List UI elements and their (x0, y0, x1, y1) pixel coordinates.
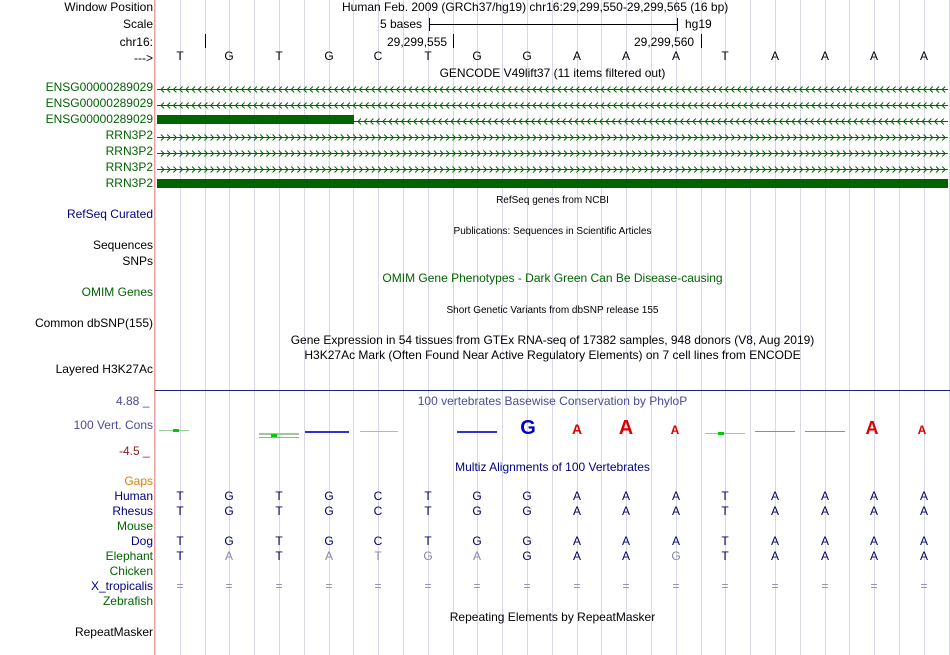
aligned-base: T (275, 504, 283, 518)
logo-A5: A (917, 423, 927, 437)
gencode-intron-arrows (157, 99, 948, 113)
aligned-base: T (275, 534, 283, 548)
aligned-base: A (572, 549, 581, 563)
gencode-item-track[interactable] (157, 83, 948, 92)
aligned-base: A (621, 534, 630, 548)
aligned-base: G (224, 489, 234, 503)
gencode-intron-arrows (157, 163, 948, 177)
gencode-title: GENCODE V49lift37 (11 items filtered out) (439, 66, 666, 80)
gtex-title: Gene Expression in 54 tissues from GTEx RNA-seq of 17382 samples, 948 donors (V8, Aug 2019) (290, 333, 815, 347)
ref-base: C (373, 49, 383, 63)
gencode-item-track[interactable] (157, 163, 948, 172)
aligned-base: G (522, 549, 532, 563)
scale-bar-left-tick (429, 18, 430, 31)
aligned-base: = (325, 579, 333, 593)
aligned-base: T (176, 504, 184, 518)
repeatmasker-title: Repeating Elements by RepeatMasker (449, 610, 656, 624)
gencode-item-track[interactable] (157, 147, 948, 156)
aligned-base: A (770, 549, 779, 563)
aligned-base: A (820, 489, 829, 503)
refseq-title: RefSeq genes from NCBI (496, 195, 609, 206)
scale-label: Scale (122, 17, 153, 31)
aligned-base: A (324, 549, 333, 563)
aligned-base: A (572, 504, 581, 518)
ref-base: A (671, 49, 680, 63)
aligned-base: G (324, 534, 334, 548)
gencode-exon-block[interactable] (157, 115, 354, 124)
gencode-item-track[interactable] (157, 115, 948, 124)
aligned-base: A (770, 489, 779, 503)
species-label[interactable]: Elephant (105, 549, 153, 563)
aligned-base: A (869, 549, 878, 563)
aligned-base: T (721, 549, 729, 563)
publications-title: Publications: Sequences in Scientific Articles (453, 226, 652, 237)
ref-base: G (522, 49, 532, 63)
aligned-base: G (472, 534, 482, 548)
aligned-base: G (522, 504, 532, 518)
gencode-intron-arrows (157, 131, 948, 145)
ref-base: G (324, 49, 334, 63)
h3k27ac-title: H3K27Ac Mark (Often Found Near Active Regulatory Elements) on 7 cell lines from ENCODE (304, 348, 801, 362)
dbsnp-title: Short Genetic Variants from dbSNP release 155 (446, 305, 659, 316)
assembly-position-text: Human Feb. 2009 (GRCh37/hg19) chr16:29,299,550-29,299,565 (16 bp) (342, 0, 729, 14)
ref-base: A (869, 49, 878, 63)
aligned-base: T (721, 534, 729, 548)
aligned-base: A (820, 549, 829, 563)
ref-base: A (919, 49, 928, 63)
aligned-base: T (275, 549, 283, 563)
aligned-base: C (373, 534, 383, 548)
aligned-base: = (821, 579, 829, 593)
cons-min-value: -4.5 _ (119, 444, 150, 458)
h3k27ac-label[interactable]: Layered H3K27Ac (55, 362, 153, 376)
cons-max-value: 4.88 _ (116, 394, 150, 408)
aligned-base: T (424, 489, 432, 503)
species-label[interactable]: Zebrafish (102, 594, 153, 608)
species-label[interactable]: Mouse (116, 519, 153, 533)
aligned-base: = (721, 579, 729, 593)
logo-A2: A (618, 417, 634, 439)
aligned-base: C (373, 489, 383, 503)
ref-base: G (224, 49, 234, 63)
scale-bar-right-tick (677, 18, 678, 31)
h3k27ac-baseline (155, 390, 950, 391)
aligned-base: = (573, 579, 581, 593)
ref-base: T (176, 49, 184, 63)
aligned-base: A (621, 549, 630, 563)
ref-base: A (621, 49, 630, 63)
aligned-base: T (176, 549, 184, 563)
scale-db-text: hg19 (685, 17, 712, 31)
aligned-base: A (820, 504, 829, 518)
strand-label: ---> (134, 51, 153, 65)
aligned-base: = (672, 579, 680, 593)
aligned-base: A (472, 549, 481, 563)
aligned-base: A (869, 534, 878, 548)
aligned-base: A (621, 504, 630, 518)
gaps-label[interactable]: Gaps (124, 474, 153, 488)
logo-A1: A (571, 421, 583, 437)
label-divider (154, 0, 155, 655)
aligned-base: A (869, 489, 878, 503)
aligned-base: G (324, 489, 334, 503)
grid-line (155, 0, 156, 655)
multiz-title: Multiz Alignments of 100 Vertebrates (455, 460, 650, 474)
aligned-base: G (324, 504, 334, 518)
aligned-base: T (721, 489, 729, 503)
ref-base: A (572, 49, 581, 63)
species-label[interactable]: Human (114, 489, 153, 503)
aligned-base: A (671, 489, 680, 503)
aligned-base: = (374, 579, 382, 593)
ref-base: A (820, 49, 829, 63)
aligned-base: = (771, 579, 779, 593)
aligned-base: A (621, 489, 630, 503)
aligned-base: G (224, 534, 234, 548)
repeatmasker-label[interactable]: RepeatMasker (74, 625, 153, 639)
aligned-base: A (572, 534, 581, 548)
aligned-base: G (423, 549, 433, 563)
ref-base: G (472, 49, 482, 63)
logo-A3: A (670, 423, 680, 437)
aligned-base: T (176, 489, 184, 503)
aligned-base: T (424, 504, 432, 518)
aligned-base: = (225, 579, 233, 593)
species-label[interactable]: Chicken (109, 564, 153, 578)
aligned-base: = (176, 579, 184, 593)
aligned-base: G (224, 504, 234, 518)
aligned-base: G (522, 534, 532, 548)
aligned-base: A (224, 549, 233, 563)
aligned-base: T (374, 549, 382, 563)
species-label[interactable]: Rhesus (112, 504, 153, 518)
gencode-item-label[interactable]: ENSG00000289029 (45, 80, 153, 94)
gencode-item-label[interactable]: RRN3P2 (105, 176, 153, 190)
aligned-base: G (522, 489, 532, 503)
aligned-base: G (472, 489, 482, 503)
gencode-intron-arrows (354, 115, 948, 129)
species-label[interactable]: Dog (130, 534, 153, 548)
aligned-base: T (176, 534, 184, 548)
aligned-base: = (523, 579, 531, 593)
aligned-base: A (919, 504, 928, 518)
aligned-base: = (920, 579, 928, 593)
chr-tick-1 (205, 34, 206, 48)
sequences-label[interactable]: Sequences (92, 238, 153, 252)
aligned-base: A (770, 534, 779, 548)
chr-label: chr16: (119, 35, 153, 49)
gencode-item-label[interactable]: RRN3P2 (105, 160, 153, 174)
aligned-base: A (671, 504, 680, 518)
omim-title: OMIM Gene Phenotypes - Dark Green Can Be Disease-causing (382, 271, 723, 285)
aligned-base: A (820, 534, 829, 548)
aligned-base: = (622, 579, 630, 593)
aligned-base: A (869, 504, 878, 518)
aligned-base: A (671, 534, 680, 548)
scale-bar (429, 24, 677, 25)
dbsnp-label[interactable]: Common dbSNP(155) (34, 316, 153, 330)
cons-label[interactable]: 100 Vert. Cons (73, 418, 153, 432)
aligned-base: A (919, 549, 928, 563)
aligned-base: = (424, 579, 432, 593)
ref-base: A (770, 49, 779, 63)
gencode-item-label[interactable]: RRN3P2 (105, 128, 153, 142)
position-label-1: 29,299,555 (387, 35, 448, 49)
window-position-label: Window Position (64, 0, 153, 14)
aligned-base: A (919, 489, 928, 503)
aligned-base: = (473, 579, 481, 593)
aligned-base: A (919, 534, 928, 548)
ref-base: T (424, 49, 432, 63)
logo-A4: A (865, 418, 879, 438)
omim-label[interactable]: OMIM Genes (81, 285, 153, 299)
phylop-title: 100 vertebrates Basewise Conservation by PhyloP (417, 394, 688, 408)
ref-base: T (721, 49, 729, 63)
chr-tick-2 (453, 34, 454, 48)
aligned-base: A (572, 489, 581, 503)
aligned-base: C (373, 504, 383, 518)
species-label[interactable]: X_tropicalis (90, 579, 153, 593)
gencode-item-track[interactable] (157, 131, 948, 140)
aligned-base: = (275, 579, 283, 593)
aligned-base: G (472, 504, 482, 518)
position-label-2: 29,299,560 (634, 35, 695, 49)
snps-label[interactable]: SNPs (122, 254, 153, 268)
gencode-item-label[interactable]: RRN3P2 (105, 144, 153, 158)
refseq-label[interactable]: RefSeq Curated (66, 207, 153, 221)
aligned-base: T (275, 489, 283, 503)
ref-base: T (275, 49, 283, 63)
gencode-intron-arrows (157, 147, 948, 161)
gencode-intron-arrows (157, 83, 948, 97)
gencode-item-label[interactable]: ENSG00000289029 (45, 112, 153, 126)
phylop-logo (155, 415, 950, 443)
chr-tick-3 (701, 34, 702, 48)
aligned-base: G (671, 549, 681, 563)
phylop-small-marks (159, 429, 845, 438)
aligned-base: T (721, 504, 729, 518)
gencode-item-track[interactable] (157, 99, 948, 108)
gencode-item-track[interactable] (157, 179, 948, 188)
logo-G: G (520, 417, 536, 439)
scale-bases-text: 5 bases (380, 17, 423, 31)
gencode-exon-block[interactable] (157, 179, 948, 188)
aligned-base: T (424, 534, 432, 548)
aligned-base: = (870, 579, 878, 593)
gencode-item-label[interactable]: ENSG00000289029 (45, 96, 153, 110)
aligned-base: A (770, 504, 779, 518)
